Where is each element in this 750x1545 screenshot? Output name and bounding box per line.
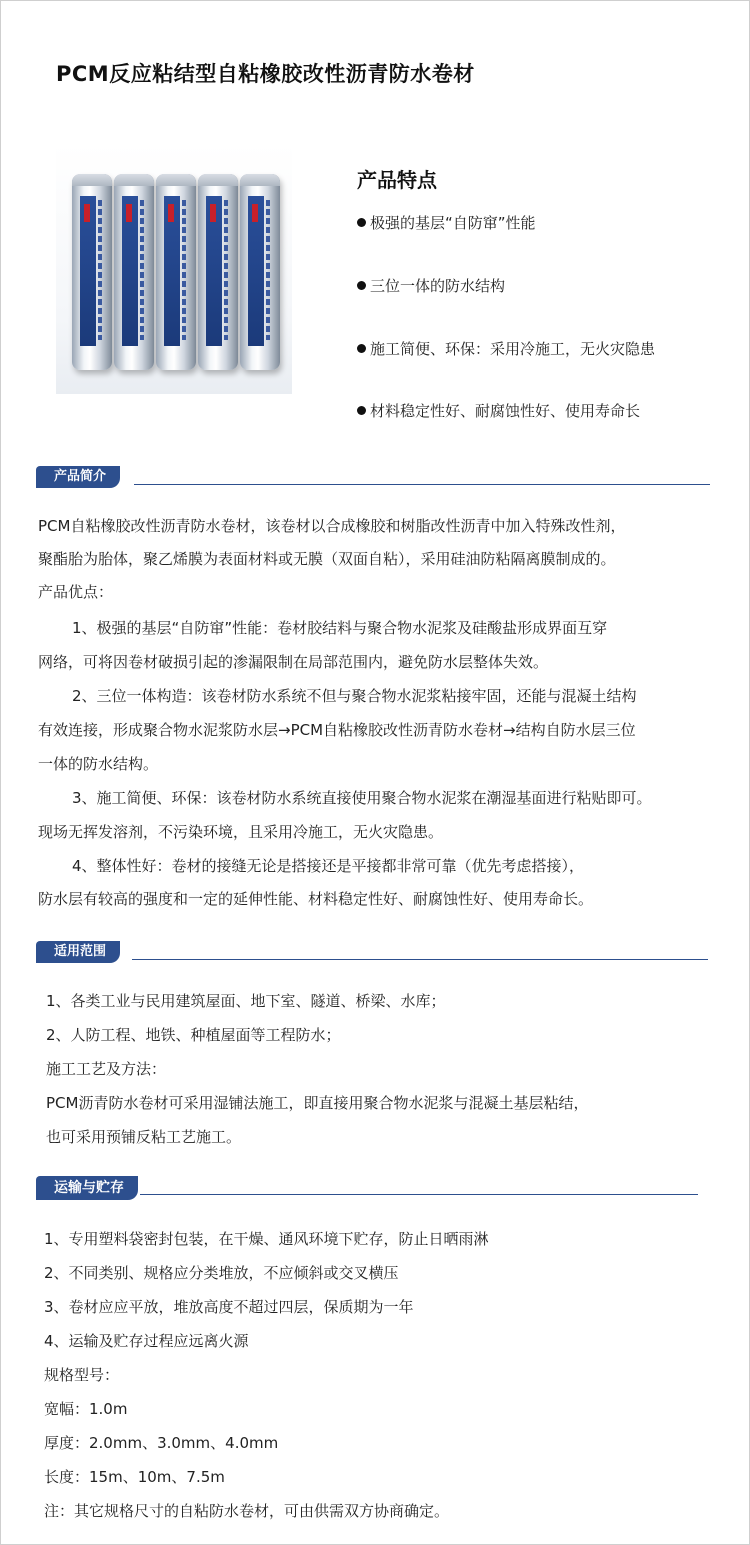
section-divider [134,484,710,485]
bullet-icon [357,344,366,353]
product-roll [198,174,238,370]
page-title: PCM反应粘结型自粘橡胶改性沥青防水卷材 [56,62,475,86]
feature-text: 施工简便、环保：采用冷施工，无火灾隐患 [370,340,656,358]
storage-line: 2、不同类别、规格应分类堆放，不应倾斜或交叉横压 [44,1264,399,1282]
spec-note: 注：其它规格尺寸的自粘防水卷材，可由供需双方协商确定。 [44,1502,450,1520]
feature-text: 材料稳定性好、耐腐蚀性好、使用寿命长 [370,402,641,420]
spec-width: 宽幅：1.0m [44,1400,128,1418]
product-roll [114,174,154,370]
storage-line: 4、运输及贮存过程应远离火源 [44,1332,249,1350]
intro-line: 有效连接，形成聚合物水泥浆防水层→PCM自粘橡胶改性沥青防水卷材→结构自防水层三位 [38,721,636,739]
bullet-icon [357,406,366,415]
section-divider [132,959,708,960]
product-roll [156,174,196,370]
intro-line: 1、极强的基层“自防窜”性能：卷材胶结料与聚合物水泥浆及硅酸盐形成界面互穿 [72,619,608,637]
feature-item [357,400,640,421]
intro-section-header [36,466,710,488]
bullet-icon [357,218,366,227]
scope-section-header [36,941,708,963]
scope-line: 1、各类工业与民用建筑屋面、地下室、隧道、桥梁、水库； [46,992,446,1010]
intro-line: PCM自粘橡胶改性沥青防水卷材，该卷材以合成橡胶和树脂改性沥青中加入特殊改性剂， [38,517,626,535]
intro-line: 防水层有较高的强度和一定的延伸性能、材料稳定性好、耐腐蚀性好、使用寿命长。 [38,890,594,908]
section-tag: 适用范围 [36,941,120,963]
product-roll [72,174,112,370]
product-roll [240,174,280,370]
section-tag: 运输与贮存 [36,1176,138,1200]
scope-line: 也可采用预铺反粘工艺施工。 [46,1128,242,1146]
storage-line: 1、专用塑料袋密封包装，在干燥、通风环境下贮存，防止日晒雨淋 [44,1230,489,1248]
storage-line: 3、卷材应应平放，堆放高度不超过四层，保质期为一年 [44,1298,414,1316]
section-divider [140,1194,698,1195]
storage-section-header [36,1176,698,1198]
product-photo [56,144,292,394]
features-heading: 产品特点 [357,168,437,192]
intro-line: 3、施工简便、环保：该卷材防水系统直接使用聚合物水泥浆在潮湿基面进行粘贴即可。 [72,789,652,807]
feature-text: 三位一体的防水结构 [370,277,506,295]
intro-line: 现场无挥发溶剂，不污染环境，且采用冷施工，无火灾隐患。 [38,823,444,841]
intro-line: 4、整体性好：卷材的接缝无论是搭接还是平接都非常可靠（优先考虑搭接）， [72,857,585,875]
storage-line: 规格型号： [44,1366,120,1384]
scope-line: PCM沥青防水卷材可采用湿铺法施工，即直接用聚合物水泥浆与混凝土基层粘结， [46,1094,589,1112]
bullet-icon [357,281,366,290]
feature-item [357,212,536,233]
intro-line: 产品优点： [38,583,114,601]
spec-thickness: 厚度：2.0mm、3.0mm、4.0mm [44,1434,279,1452]
intro-line: 网络，可将因卷材破损引起的渗漏限制在局部范围内，避免防水层整体失效。 [38,653,549,671]
feature-item [357,338,655,359]
intro-line: 聚酯胎为胎体，聚乙烯膜为表面材料或无膜（双面自粘），采用硅油防粘隔离膜制成的。 [38,550,616,568]
section-tag: 产品简介 [36,466,120,488]
intro-line: 一体的防水结构。 [38,755,159,773]
spec-length: 长度：15m、10m、7.5m [44,1468,225,1486]
intro-line: 2、三位一体构造：该卷材防水系统不但与聚合物水泥浆粘接牢固，还能与混凝土结构 [72,687,637,705]
scope-line: 2、人防工程、地铁、种植屋面等工程防水； [46,1026,341,1044]
feature-item [357,275,505,296]
scope-line: 施工工艺及方法： [46,1060,167,1078]
feature-text: 极强的基层“自防窜”性能 [370,214,536,232]
